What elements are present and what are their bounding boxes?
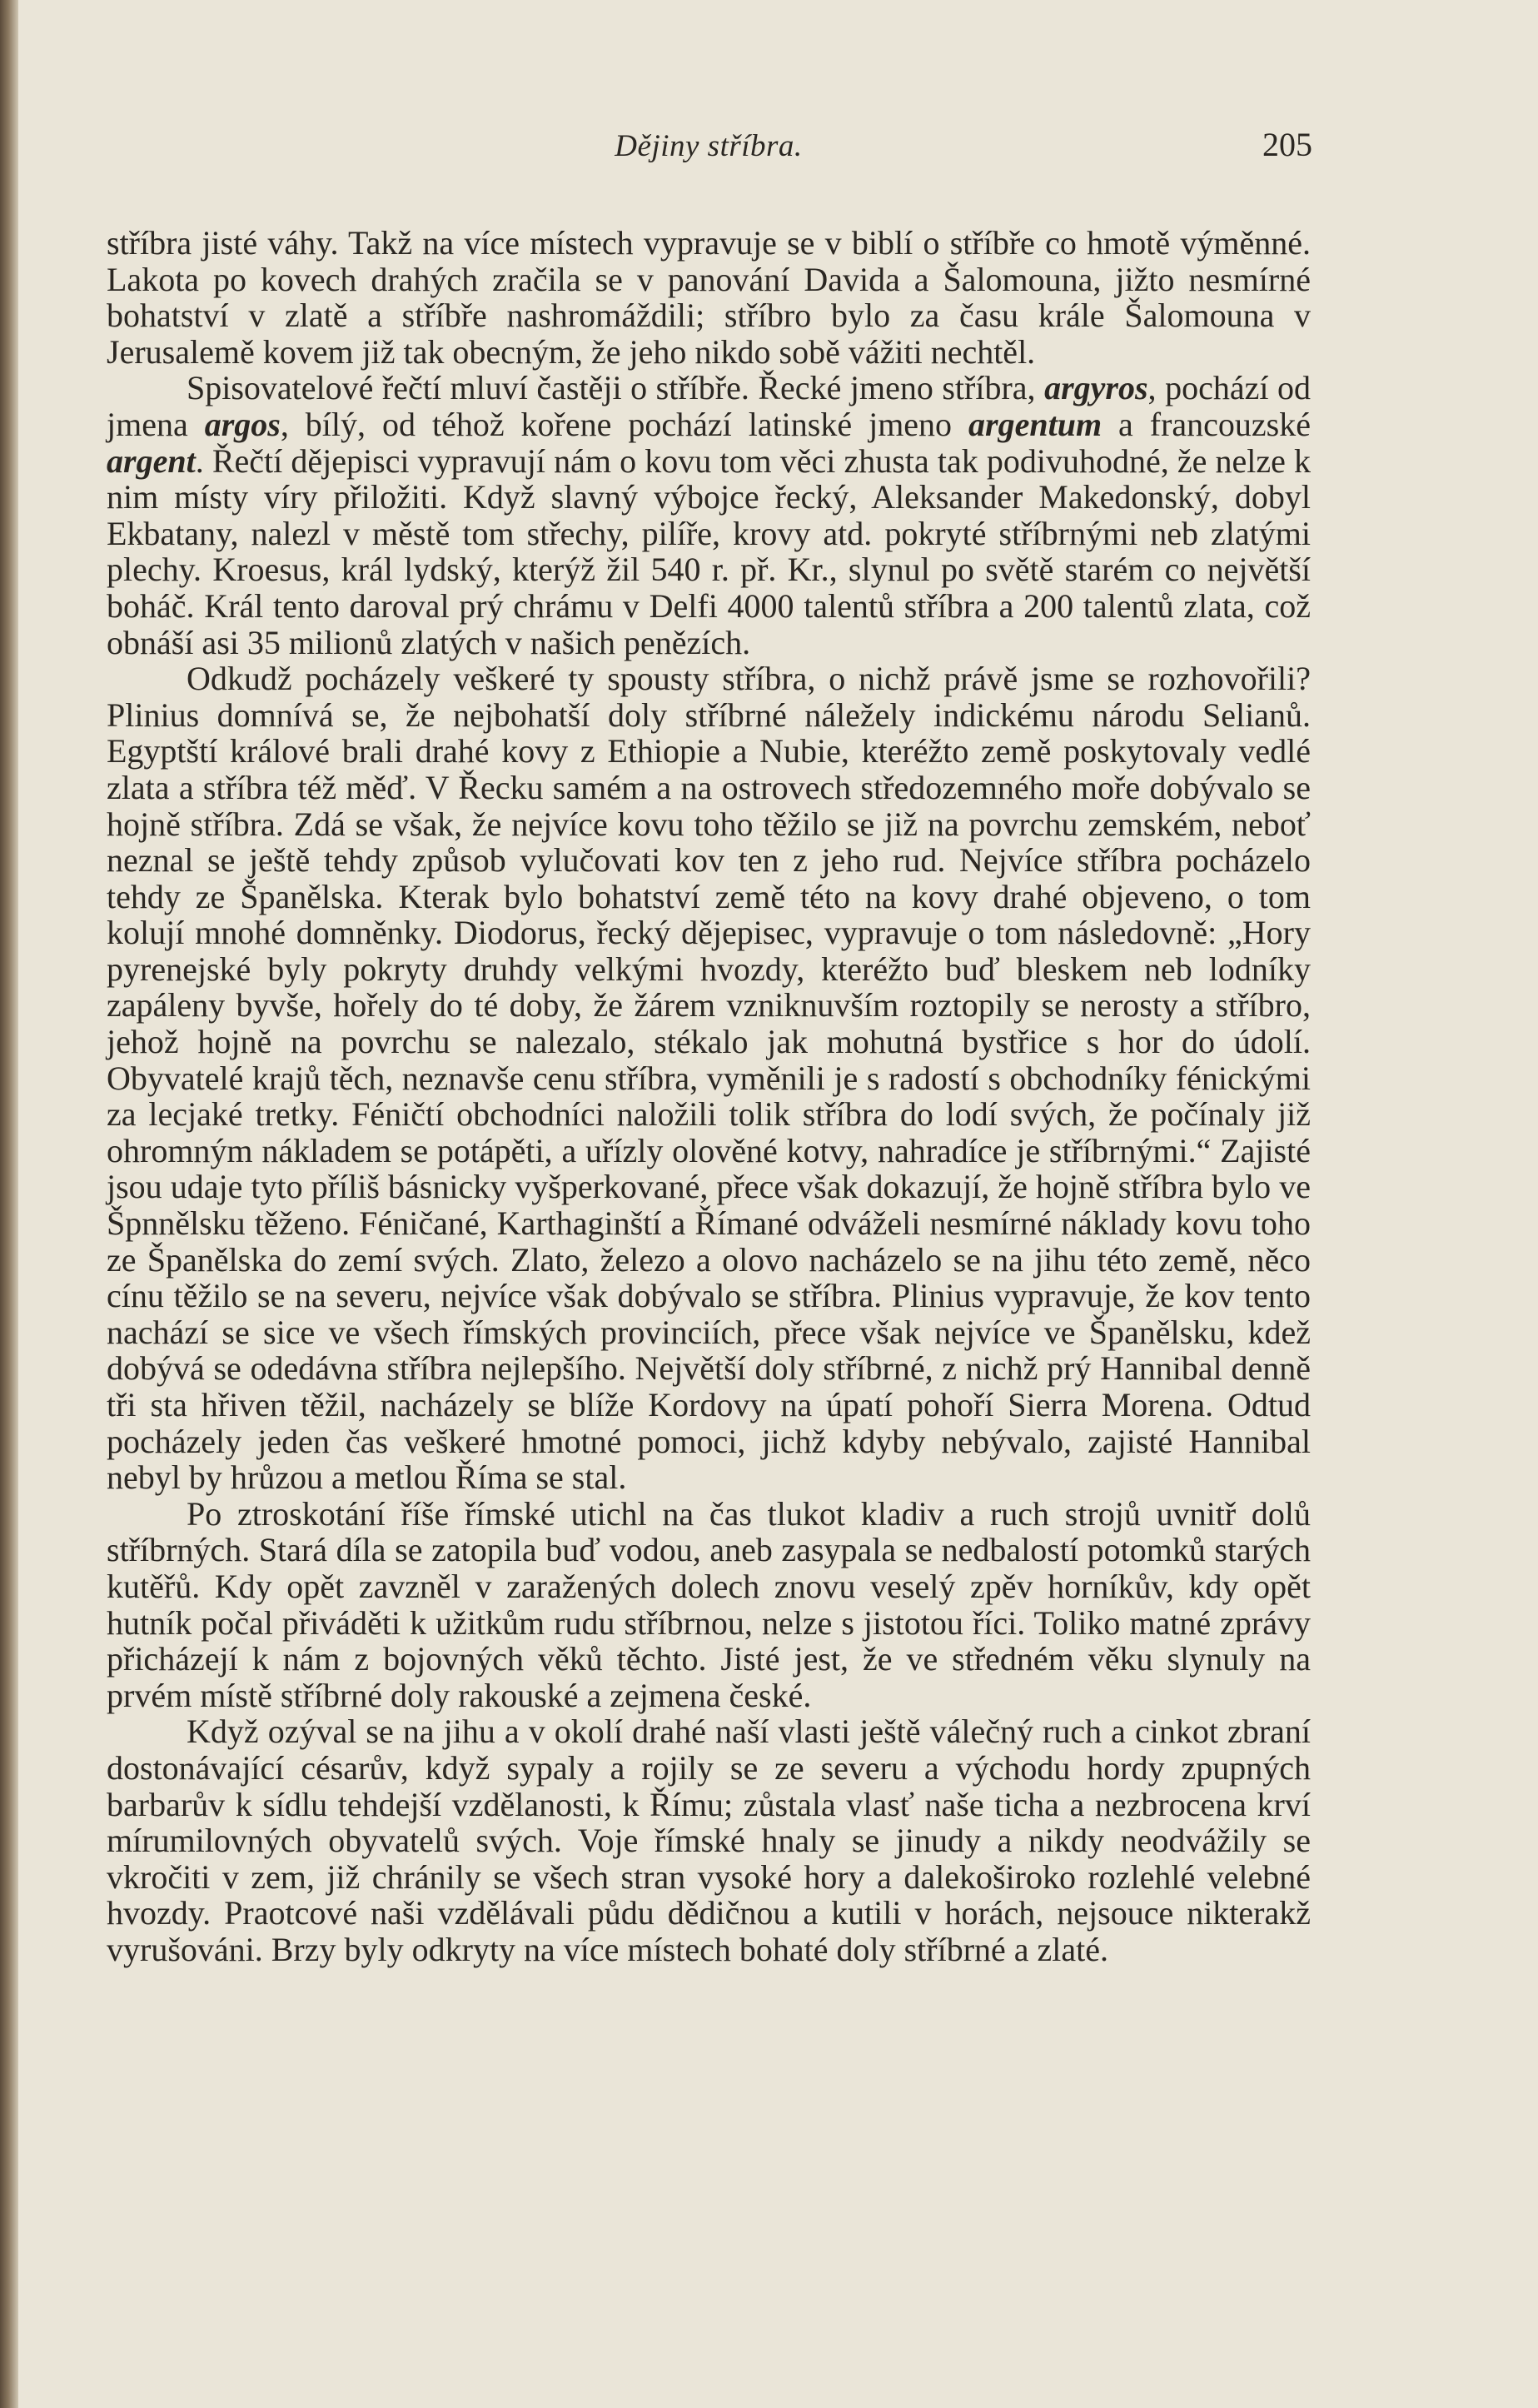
- paragraph: [107, 370, 1311, 661]
- paragraph: [107, 225, 1311, 370]
- running-head: [107, 123, 1311, 182]
- paragraph: [107, 1713, 1311, 1967]
- paragraph: [107, 1496, 1311, 1714]
- text-segment: . Řečtí dějepisci vypravují nám o kovu tom věci zhusta tak podivuhodné, že nelze k nim místy víry přiložiti. Když slavný výbojce řecký, Aleksander Makedonský, dobyl Ekbatany, nalezl v městě tom střechy, pilíře, krovy atd. pokryté stříbrnými neb zlatými plechy. Kroesus, král lydský, kterýž žil 540 r. př. Kr., slynul po světě starém co největší boháč. Král tento daroval prý chrámu v Delfi 4000 talentů stříbra a 200 talentů zlata, což obnáší asi 35 milionů zlatých v našich penězích.: [107, 441, 1311, 661]
- foreign-term: argentum: [968, 405, 1102, 443]
- text-segment: Po ztroskotání říše římské utichl na čas tlukot kladiv a ruch strojů uvnitř dolů stříbrných. Stará díla se zatopila buď vodou, aneb zasypala se nedbalostí potomků starých kutěřů. Kdy opět zavzněl v zaražených dolech znovu veselý zpěv horníkův, kdy opět hutník počal přiváděti k užitkům rudu stříbrnou, nelze s jistotou říci. Toliko matné zprávy přicházejí k nám z bojovných věků těchto. Jisté jest, že ve středném věku slynuly na prvém místě stříbrné doly rakouské a zejmena české.: [107, 1494, 1311, 1714]
- text-segment: , pochází od jmena: [107, 369, 1311, 443]
- foreign-term: argos: [204, 405, 281, 443]
- text-segment: stříbra jisté váhy. Takž na více místech vypravuje se v biblí o stříbře co hmotě výměnné. Lakota po kovech drahých zračila se v panování Davida a Šalomouna, jižto nesmírné bohatství v zlatě a stříbře nashromáždili; stříbro bylo za času krále Šalomouna v Jerusalemě kovem již tak obecným, že jeho nikdo sobě vážiti nechtěl.: [107, 224, 1311, 371]
- body-text: [107, 225, 1311, 1968]
- page-number: 205: [1262, 126, 1312, 163]
- book-spine-shadow: [0, 0, 18, 2408]
- foreign-term: argent: [107, 441, 196, 480]
- text-segment: , bílý, od téhož kořene pochází latinské jmeno: [280, 405, 969, 443]
- text-segment: a francouzské: [1102, 405, 1311, 443]
- foreign-term: argyros: [1044, 369, 1148, 407]
- text-segment: Odkudž pocházely veškeré ty spousty stříbra, o nichž právě jsme se rozhovořili? Plinius domnívá se, že nejbohatší doly stříbrné náležely indickému národu Selianů. Egyptští králové brali drahé kovy z Ethiopie a Nubie, kteréžto země poskytovaly vedlé zlata a stříbra též měď. V Řecku samém a na ostrovech středozemného moře dobývalo se hojně stříbra. Zdá se však, že nejvíce kovu toho těžilo se již na povrchu zemském, neboť neznal se ještě tehdy způsob vylučovati kov ten z jeho rud. Nejvíce stříbra pocházelo tehdy ze Španělska. Kterak bylo bohatství země této na kovy drahé objeveno, o tom kolují mnohé domněnky. Diodorus, řecký dějepisec, vypravuje o tom následovně: „Hory pyrenejské byly pokryty druhdy velkými hvozdy, kteréžto buď bleskem neb lodníky zapáleny byvše, hořely do té doby, že žárem vzniknuvším roztopily se nerosty a stříbro, jehož hojně na povrchu se nalezalo, stékalo jak mohutná bystřice s hor do údolí. Obyvatelé krajů těch, neznavše cenu stříbra, vyměnili je s radostí s obchodníky fénickými za lecjaké tretky. Féničtí obchodníci naložili tolik stříbra do lodí svých, že počínaly již ohromným nákladem se potápěti, a uřízly olověné kotvy, nahradíce je stříbrnými.“ Zajisté jsou udaje tyto příliš básnicky vyšperkované, přece však dokazují, že hojně stříbra bylo ve Špnnělsku těženo. Féničané, Karthaginští a Římané odváželi nesmírné náklady kovu toho ze Španělska do zemí svých. Zlato, železo a olovo nacházelo se na jihu této země, něco cínu těžilo se na severu, nejvíce však dobývalo se stříbra. Plinius vypravuje, že kov tento nachází se sice ve všech římských provinciích, přece však nejvíce ve Španělsku, kdež dobývá se odedávna stříbra nejlepšího. Největší doly stříbrné, z nichž prý Hannibal denně tři sta hřiven těžil, nacházely se blíže Kordovy na úpatí pohoří Sierra Morena. Odtud pocházely jeden čas veškeré hmotné pomoci, jichž kdyby nebývalo, zajisté Hannibal nebyl by hrůzou a metlou Říma se stal.: [107, 660, 1311, 1497]
- running-head-title: Dějiny stříbra.: [615, 129, 803, 163]
- book-page: [107, 123, 1311, 1968]
- paragraph: [107, 661, 1311, 1496]
- text-segment: Spisovatelové řečtí mluví častěji o stříbře. Řecké jmeno stříbra,: [187, 369, 1045, 407]
- text-segment: Když ozýval se na jihu a v okolí drahé naší vlasti ještě válečný ruch a cinkot zbraní dostonávající césarův, když sypaly a rojily se ze severu a východu hordy zpupných barbarův k sídlu tehdejší vzdělanosti, k Římu; zůstala vlasť naše ticha a nezbrocena krví mírumilovných obyvatelů svých. Voje římské hnaly se jinudy a nikdy neodvážily se vkročiti v zem, již chránily se všech stran vysoké hory a dalekoširoko rozlehlé velebné hvozdy. Praotcové naši vzdělávali půdu dědičnou a kutili v horách, nejsouce nikterakž vyrušováni. Brzy byly odkryty na více místech bohaté doly stříbrné a zlaté.: [107, 1713, 1311, 1968]
